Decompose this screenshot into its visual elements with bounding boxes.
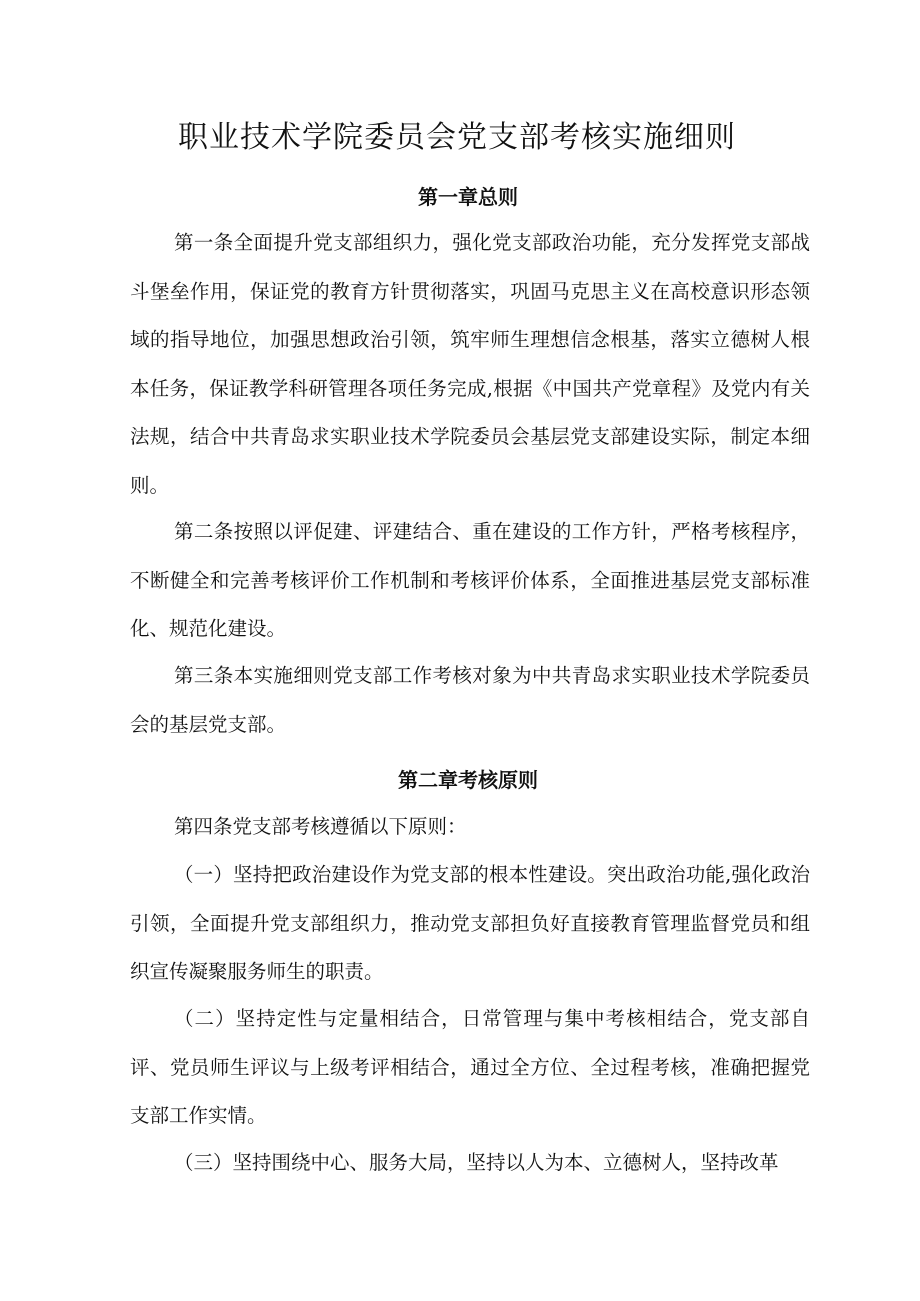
article-3: 第三条本实施细则党支部工作考核对象为中共青岛求实职业技术学院委员会的基层党支部。 (130, 664, 810, 736)
article-2: 第二条按照以评促建、评建结合、重在建设的工作方针，严格考核程序，不断健全和完善考核评价工作机制和考核评价体系，全面推进基层党支部标准化、规范化建设。 (130, 520, 810, 641)
principle-item-1: （一）坚持把政治建设作为党支部的根本性建设。突出政治功能,强化政治引领，全面提升党支部组织力，推动党支部担负好直接教育管理监督党员和组织宣传凝聚服务师生的职责。 (130, 863, 810, 984)
chapter-1-heading: 第一章总则 (418, 185, 518, 209)
article-4-intro: 第四条党支部考核遵循以下原则： (174, 815, 467, 838)
chapter-2-heading: 第二章考核原则 (398, 768, 538, 792)
article-1: 第一条全面提升党支部组织力，强化党支部政治功能，充分发挥党支部战斗堡垒作用，保证党的教育方针贯彻落实，巩固马克思主义在高校意识形态领域的指导地位，加强思想政治引领，筑牢师生理想信念根基，落实立德树人根本任务，保证教学科研管理各项任务完成,根据《中国共产党章程》及党内有关法规，结合中共青岛求实职业技术学院委员会基层党支部建设实际，制定本细则。 (130, 231, 810, 497)
principle-item-2: （二）坚持定性与定量相结合，日常管理与集中考核相结合，党支部自评、党员师生评议与上级考评相结合，通过全方位、全过程考核，准确把握党支部工作实情。 (130, 1007, 810, 1128)
document-title: 职业技术学院委员会党支部考核实施细则 (178, 120, 736, 155)
principle-item-3: （三）坚持围绕中心、服务大局，坚持以人为本、立德树人，坚持改革 (174, 1151, 779, 1174)
